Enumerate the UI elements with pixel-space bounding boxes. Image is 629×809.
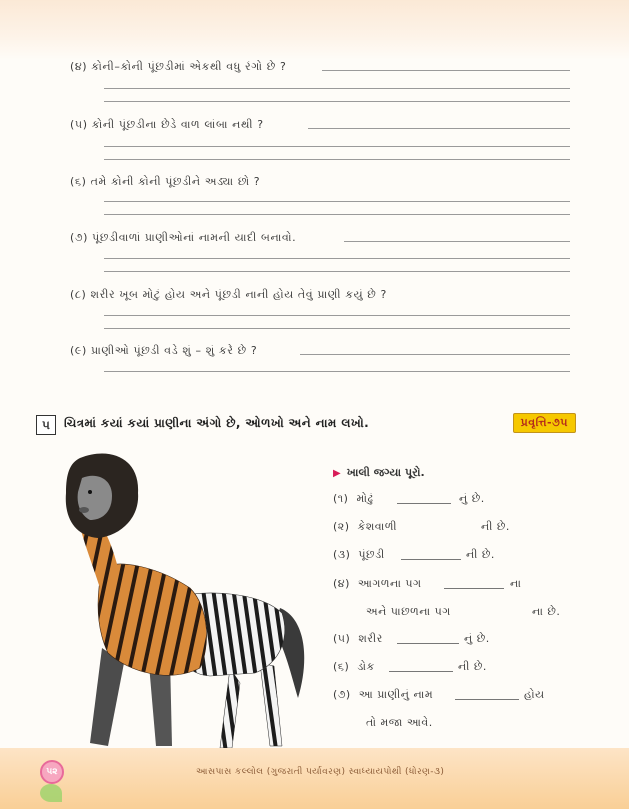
blank-item-2 bbox=[333, 520, 397, 534]
answer-line bbox=[104, 101, 570, 102]
answer-line bbox=[104, 146, 570, 147]
blank-item-4 bbox=[333, 577, 422, 591]
blank-item-1 bbox=[333, 492, 373, 506]
item-number: (૩) bbox=[333, 548, 351, 561]
hind-leg bbox=[220, 668, 240, 748]
item-number: (૭) bbox=[333, 688, 351, 701]
answer-line bbox=[104, 159, 570, 160]
footer-text: આસપાસ કલ્લોલ (ગુજરાતી પર્યાવરણ) સ્વાધ્યાયપોથી (ધોરણ-૩) bbox=[196, 767, 445, 777]
footer-band bbox=[0, 748, 629, 809]
blank-field[interactable] bbox=[397, 503, 451, 504]
item-number: (૪) bbox=[333, 577, 350, 590]
activity-badge: પ્રવૃત્તિ-૭૫ bbox=[513, 413, 576, 433]
section-header bbox=[36, 413, 576, 437]
section-title: ચિત્રમાં કયાં કયાં પ્રાણીના અંગો છે, ઓળખો અને નામ લખો. bbox=[64, 416, 370, 430]
answer-line bbox=[308, 128, 570, 129]
question-5: (૫) કોની પૂંછડીના છેડે વાળ લાંબા નથી ? bbox=[70, 118, 264, 131]
item-number: (૨) bbox=[333, 520, 350, 533]
answer-line bbox=[300, 354, 570, 355]
triangle-marker-icon: ▶ bbox=[333, 468, 341, 479]
hind-leg bbox=[260, 663, 282, 746]
item-prefix: કેશવાળી bbox=[357, 520, 398, 533]
item-suffix: ની છે. bbox=[458, 660, 487, 673]
blank-field[interactable] bbox=[418, 531, 476, 532]
blank-field[interactable] bbox=[397, 643, 459, 644]
answer-line bbox=[322, 70, 570, 71]
blank-item-3 bbox=[333, 548, 385, 562]
item-prefix: અને પાછળના પગ bbox=[366, 605, 451, 618]
blank-item-5 bbox=[333, 632, 383, 646]
blank-field[interactable] bbox=[401, 559, 461, 560]
question-4: (૪) કોની–કોની પૂંછડીમાં એકથી વધુ રંગો છે ? bbox=[70, 60, 287, 73]
item-number: (૫) bbox=[333, 632, 351, 645]
answer-line bbox=[104, 88, 570, 89]
section-number: ૫ bbox=[36, 415, 56, 435]
item-suffix: ના છે. bbox=[532, 605, 561, 618]
answer-line bbox=[104, 258, 570, 259]
item-prefix: પૂંછડી bbox=[358, 548, 385, 561]
question-7: (૭) પૂંછડીવાળાં પ્રાણીઓનાં નામની યાદી બનાવો. bbox=[70, 231, 297, 244]
fill-blanks-title bbox=[333, 466, 425, 480]
item-suffix: હોય bbox=[524, 688, 545, 701]
item-number: (૬) bbox=[333, 660, 350, 673]
item-suffix: ની છે. bbox=[466, 548, 495, 561]
answer-line bbox=[344, 241, 570, 242]
blank-field[interactable] bbox=[389, 671, 453, 672]
answer-line bbox=[104, 328, 570, 329]
blank-item-7 bbox=[333, 688, 433, 702]
blank-field[interactable] bbox=[466, 616, 526, 617]
item-suffix: ની છે. bbox=[481, 520, 510, 533]
question-9: (૯) પ્રાણીઓ પૂંછડી વડે શું – શું કરે છે ? bbox=[70, 344, 258, 357]
leaf-icon bbox=[40, 784, 62, 802]
blank-field[interactable] bbox=[444, 588, 504, 589]
blank-item-6 bbox=[333, 660, 375, 674]
question-6: (૬) તમે કોની કોની પૂંછડીને અડ્યા છો ? bbox=[70, 175, 261, 188]
nose bbox=[79, 507, 89, 513]
item-prefix: આ પ્રાણીનું નામ bbox=[358, 688, 434, 701]
front-leg bbox=[90, 648, 124, 746]
question-8: (૮) શરીર ખૂબ મોટું હોય અને પૂંછડી નાની હોય તેવું પ્રાણી કયું છે ? bbox=[70, 288, 387, 301]
eye bbox=[88, 490, 92, 494]
answer-line bbox=[104, 271, 570, 272]
item-suffix: ના bbox=[510, 577, 522, 590]
item-prefix: આગળના પગ bbox=[357, 577, 422, 590]
answer-line bbox=[104, 315, 570, 316]
item-suffix: નું છે. bbox=[464, 632, 490, 645]
answer-line bbox=[104, 371, 570, 372]
answer-line bbox=[104, 214, 570, 215]
blank-field[interactable] bbox=[455, 699, 519, 700]
item-prefix: ડોક bbox=[357, 660, 375, 673]
item-prefix: તો મજા આવે. bbox=[366, 716, 433, 729]
item-prefix: મોઢું bbox=[356, 492, 374, 505]
fill-blanks-heading: ખાલી જગ્યા પૂરો. bbox=[346, 466, 425, 479]
hybrid-animal-illustration bbox=[60, 448, 322, 750]
answer-line bbox=[104, 201, 570, 202]
item-prefix: શરીર bbox=[358, 632, 383, 645]
page-number: ૫૨ bbox=[40, 760, 64, 784]
header-decoration bbox=[0, 0, 629, 60]
item-suffix: નું છે. bbox=[459, 492, 485, 505]
item-number: (૧) bbox=[333, 492, 349, 505]
